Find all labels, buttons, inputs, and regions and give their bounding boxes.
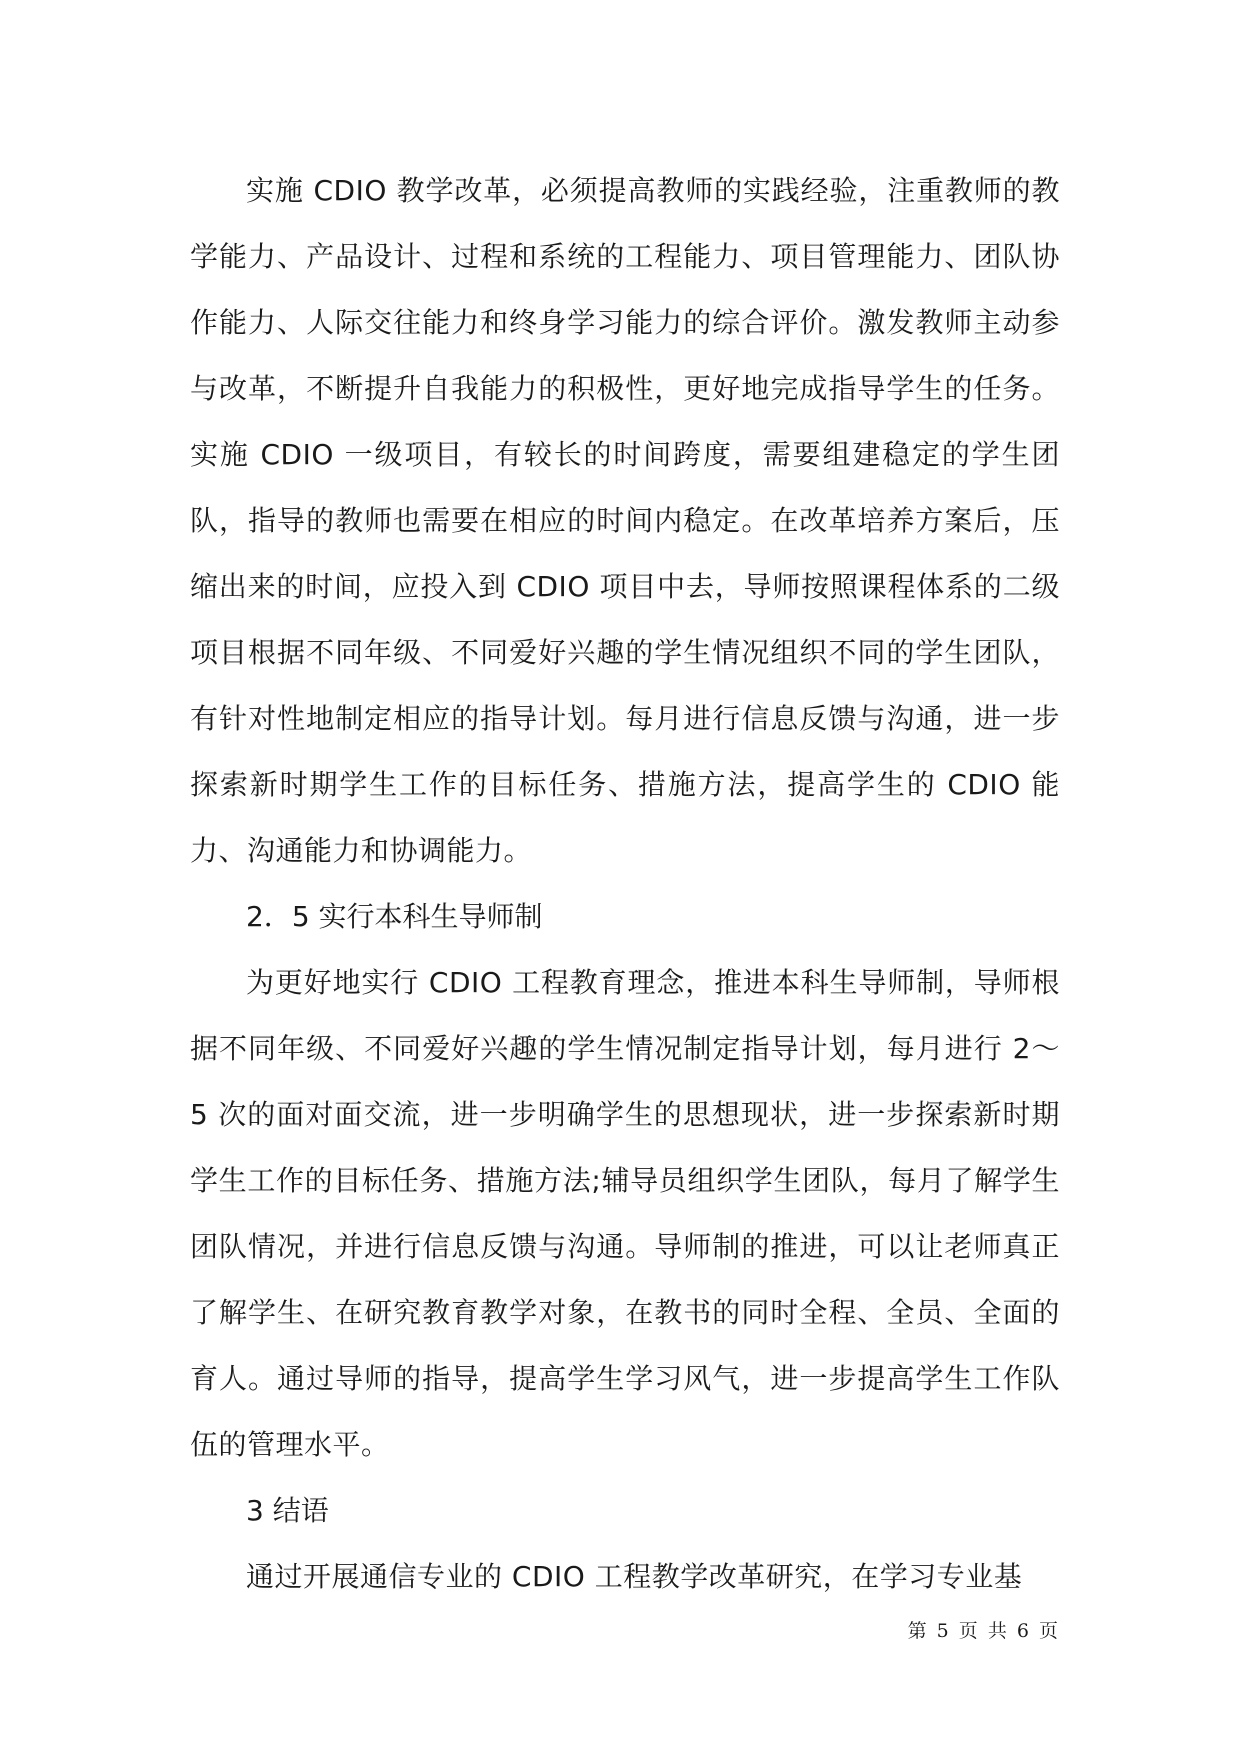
paragraph-cdio-teacher-practice: 实施 CDIO 教学改革，必须提高教师的实践经验，注重教师的教学能力、产品设计、过程和系统的工程能力、项目管理能力、团队协作能力、人际交往能力和终身学习能力的综合评价。激发教师主动参与改革，不断提升自我能力的积极性，更好地完成指导学生的任务。实施 CDIO 一级项目，有较长的时间跨度，需要组建稳定的学生团队，指导的教师也需要在相应的时间内稳定。在改革培养方案后，压缩出来的时间，应投入到 CDIO 项目中去，导师按照课程体系的二级项目根据不同年级、不同爱好兴趣的学生情况组织不同的学生团队，有针对性地制定相应的指导计划。每月进行信息反馈与沟通，进一步探索新时期学生工作的目标任务、措施方法，提高学生的 CDIO 能力、沟通能力和协调能力。 [190, 174, 1060, 867]
page-footer: 第 5 页 共 6 页 [907, 1620, 1060, 1642]
paragraph-mentor-system: 为更好地实行 CDIO 工程教育理念，推进本科生导师制，导师根据不同年级、不同爱好兴趣的学生情况制定指导计划，每月进行 2～5 次的面对面交流，进一步明确学生的思想现状，进一步探索新时期学生工作的目标任务、措施方法;辅导员组织学生团队，每月了解学生团队情况，并进行信息反馈与沟通。导师制的推进，可以让老师真正了解学生、在研究教育教学对象，在教书的同时全程、全员、全面的育人。通过导师的指导，提高学生学习风气，进一步提高学生工作队伍的管理水平。 [190, 966, 1060, 1461]
section-heading-mentor-system: 2．5 实行本科生导师制 [246, 900, 543, 933]
document-body [190, 158, 1060, 1610]
paragraph-conclusion: 通过开展通信专业的 CDIO 工程教学改革研究，在学习专业基 [246, 1560, 1023, 1593]
section-heading-conclusion: 3 结语 [246, 1494, 329, 1527]
